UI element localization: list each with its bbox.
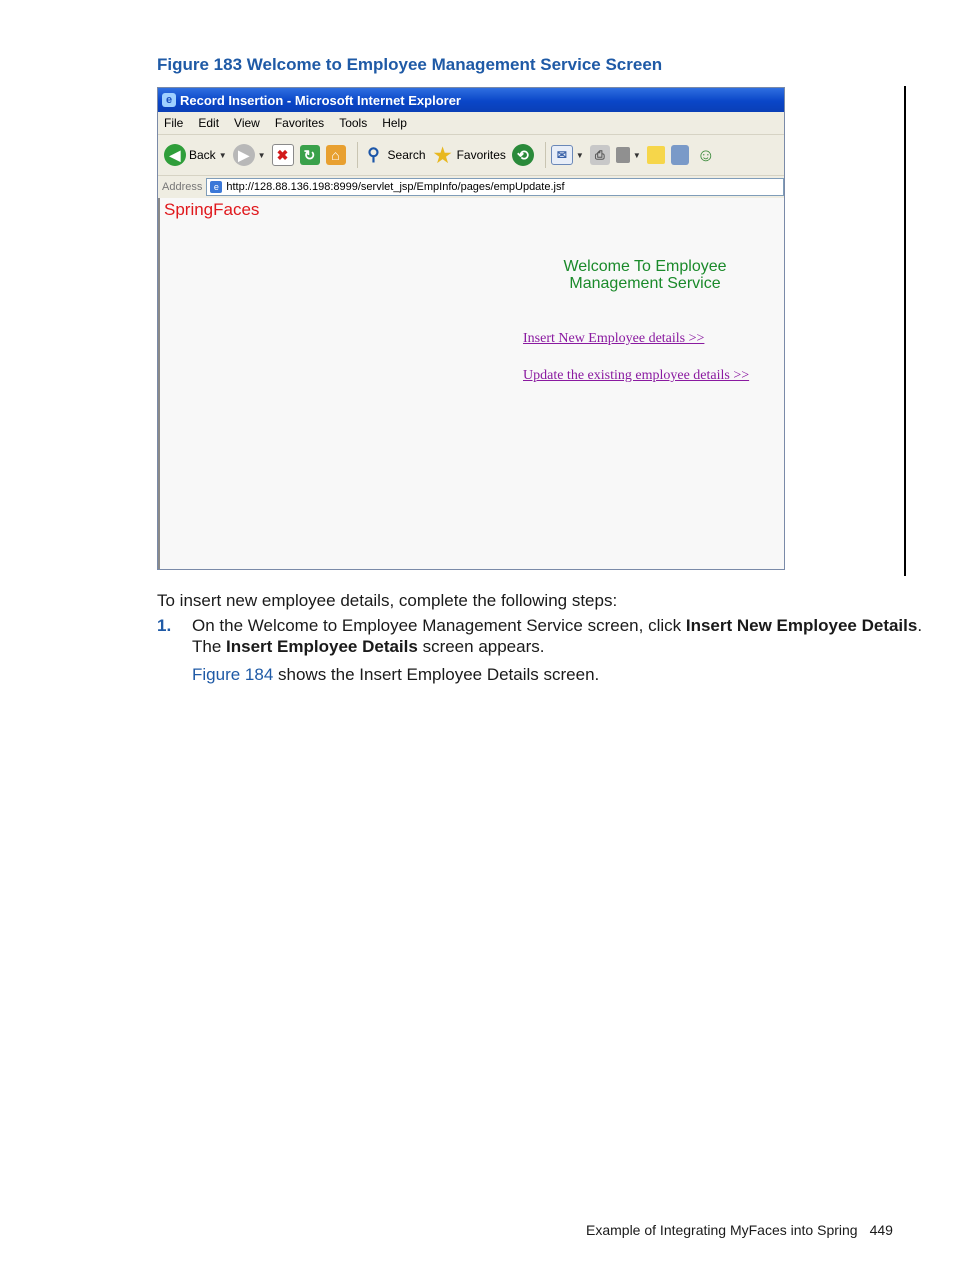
search-button[interactable] xyxy=(363,144,426,166)
history-button[interactable] xyxy=(512,144,534,166)
update-employee-link[interactable]: Update the existing employee details >> xyxy=(523,368,750,383)
figure-reference-line xyxy=(192,665,599,685)
menu-edit[interactable]: Edit xyxy=(198,116,220,130)
star-icon: ★ xyxy=(433,144,452,167)
step-line-2 xyxy=(192,637,544,657)
edit-dropdown-icon[interactable]: ▼ xyxy=(632,150,641,160)
back-button[interactable] xyxy=(164,144,227,166)
favorites-label: Favorites xyxy=(456,148,506,162)
history-icon: ⟲ xyxy=(512,144,534,166)
step-bold-term: Insert New Employee Details xyxy=(685,616,918,635)
search-label: Search xyxy=(387,148,426,162)
step-text-part: . xyxy=(917,616,923,635)
browser-window xyxy=(157,87,785,570)
toolbar-separator xyxy=(545,142,546,168)
step-text-part: screen appears. xyxy=(417,637,545,656)
mail-button[interactable] xyxy=(551,145,584,165)
menu-favorites[interactable]: Favorites xyxy=(274,116,325,130)
welcome-line-1: Welcome To Employee xyxy=(563,258,727,275)
ie-app-icon: e xyxy=(162,93,176,107)
menu-help[interactable]: Help xyxy=(382,116,407,130)
note-icon xyxy=(647,146,665,164)
intro-text: To insert new employee details, complete the following steps: xyxy=(157,591,618,610)
toolbar-separator xyxy=(357,142,358,168)
edit-icon xyxy=(616,147,630,163)
welcome-line-2: Management Service xyxy=(569,275,721,292)
discuss-button[interactable] xyxy=(647,146,665,164)
step-text-part: The xyxy=(192,637,227,656)
favorites-button[interactable] xyxy=(432,144,506,166)
page-number: 449 xyxy=(869,1222,893,1238)
forward-dropdown-icon[interactable]: ▼ xyxy=(257,150,266,160)
brand-title: SpringFaces xyxy=(164,200,260,219)
step-number: 1. xyxy=(157,616,172,635)
search-icon: ⚲ xyxy=(367,145,380,164)
window-title: Record Insertion - Microsoft Internet Explorer xyxy=(180,92,461,108)
edit-button[interactable] xyxy=(616,147,641,163)
footer-title: Example of Integrating MyFaces into Spring xyxy=(586,1222,858,1238)
change-bar xyxy=(904,86,906,576)
stop-icon: ✖ xyxy=(272,144,294,166)
toolbar xyxy=(158,135,784,176)
address-input[interactable] xyxy=(206,178,784,196)
refresh-button[interactable] xyxy=(300,145,320,165)
menu-view[interactable]: View xyxy=(234,116,260,130)
step-text-part: On the Welcome to Employee Management Service screen, click xyxy=(192,616,686,635)
mail-icon: ✉ xyxy=(551,145,573,165)
step-line-1 xyxy=(192,616,922,636)
back-arrow-icon: ◀ xyxy=(164,144,186,166)
home-icon: ⌂ xyxy=(326,145,346,165)
address-label: Address xyxy=(162,181,203,193)
menu-tools[interactable]: Tools xyxy=(339,116,368,130)
figure-reference-text: shows the Insert Employee Details screen. xyxy=(273,665,600,684)
menu-bar xyxy=(158,112,784,135)
address-url: http://128.88.136.198:8999/servlet_jsp/EmpInfo/pages/empUpdate.jsf xyxy=(226,181,565,193)
messenger-button[interactable] xyxy=(695,144,717,166)
page-content xyxy=(158,198,784,569)
forward-button[interactable] xyxy=(233,144,266,166)
page-icon: e xyxy=(210,181,222,193)
research-icon xyxy=(671,145,689,165)
messenger-icon: ☺ xyxy=(696,144,715,165)
stop-button[interactable] xyxy=(272,144,294,166)
mail-dropdown-icon[interactable]: ▼ xyxy=(575,150,584,160)
back-dropdown-icon[interactable]: ▼ xyxy=(218,150,227,160)
figure-reference-link[interactable]: Figure 184 xyxy=(192,665,274,684)
figure-caption: Figure 183 Welcome to Employee Management Service Screen xyxy=(157,55,663,74)
address-bar xyxy=(158,176,784,199)
welcome-heading xyxy=(540,258,750,292)
page-footer xyxy=(586,1222,893,1238)
insert-employee-link[interactable]: Insert New Employee details >> xyxy=(523,331,705,346)
refresh-icon: ↻ xyxy=(300,145,320,165)
back-label: Back xyxy=(189,148,216,162)
print-button[interactable] xyxy=(590,145,610,165)
title-bar xyxy=(158,88,784,112)
printer-icon: ⎙ xyxy=(590,145,610,165)
forward-arrow-icon: ▶ xyxy=(233,144,255,166)
menu-file[interactable]: File xyxy=(164,116,184,130)
step-bold-term: Insert Employee Details xyxy=(226,637,418,656)
home-button[interactable] xyxy=(326,145,346,165)
research-button[interactable] xyxy=(671,145,689,165)
